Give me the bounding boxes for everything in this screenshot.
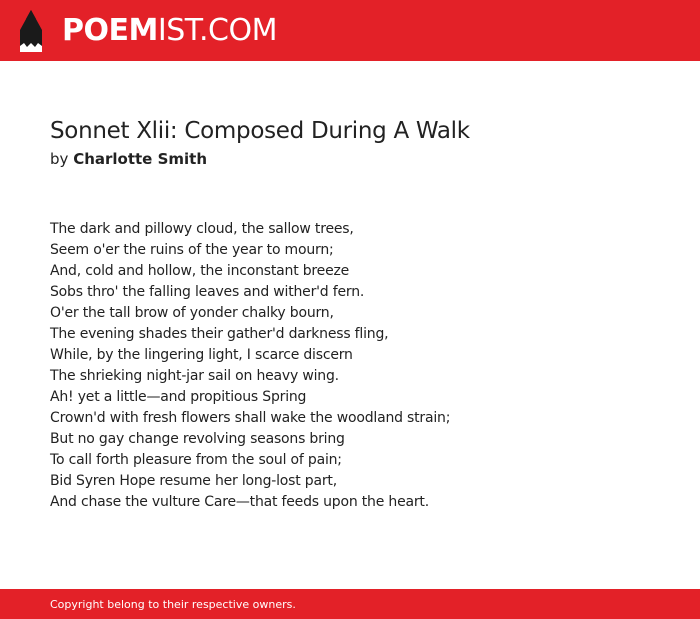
by-label: by [50,150,69,168]
poem-line: Ah! yet a little—and propitious Spring [50,389,307,405]
poem-line: Sobs thro' the falling leaves and wither'd fern. [50,284,365,300]
site-header [0,0,700,61]
poem-line: O'er the tall brow of yonder chalky bourn, [50,305,334,321]
pencil-icon [18,10,44,52]
poem-line: Crown'd with fresh flowers shall wake the woodland strain; [50,410,451,426]
poem-line: The dark and pillowy cloud, the sallow trees, [50,221,354,237]
poem-line: While, by the lingering light, I scarce discern [50,347,353,363]
site-footer [0,589,700,619]
poem-line: And chase the vulture Care—that feeds upon the heart. [50,494,429,510]
poem-line: Bid Syren Hope resume her long-lost part, [50,473,337,489]
poem-line: But no gay change revolving seasons bring [50,431,345,447]
poem-line: The evening shades their gather'd darkness fling, [50,326,389,342]
poem-line: The shrieking night-jar sail on heavy wing. [50,368,339,384]
poem-line: To call forth pleasure from the soul of pain; [50,452,342,468]
poem-body [50,219,450,513]
copyright-notice: Copyright belong to their respective owners. [50,598,296,611]
poem-line: And, cold and hollow, the inconstant breeze [50,263,350,279]
author-name[interactable]: Charlotte Smith [73,150,208,168]
logo-text-bold: POEM [62,13,158,48]
logo-text-light: IST.COM [157,13,277,48]
poem-line: Seem o'er the ruins of the year to mourn; [50,242,334,258]
site-logo[interactable] [62,11,277,51]
poem-title: Sonnet Xlii: Composed During A Walk [50,118,470,144]
byline [50,148,207,170]
